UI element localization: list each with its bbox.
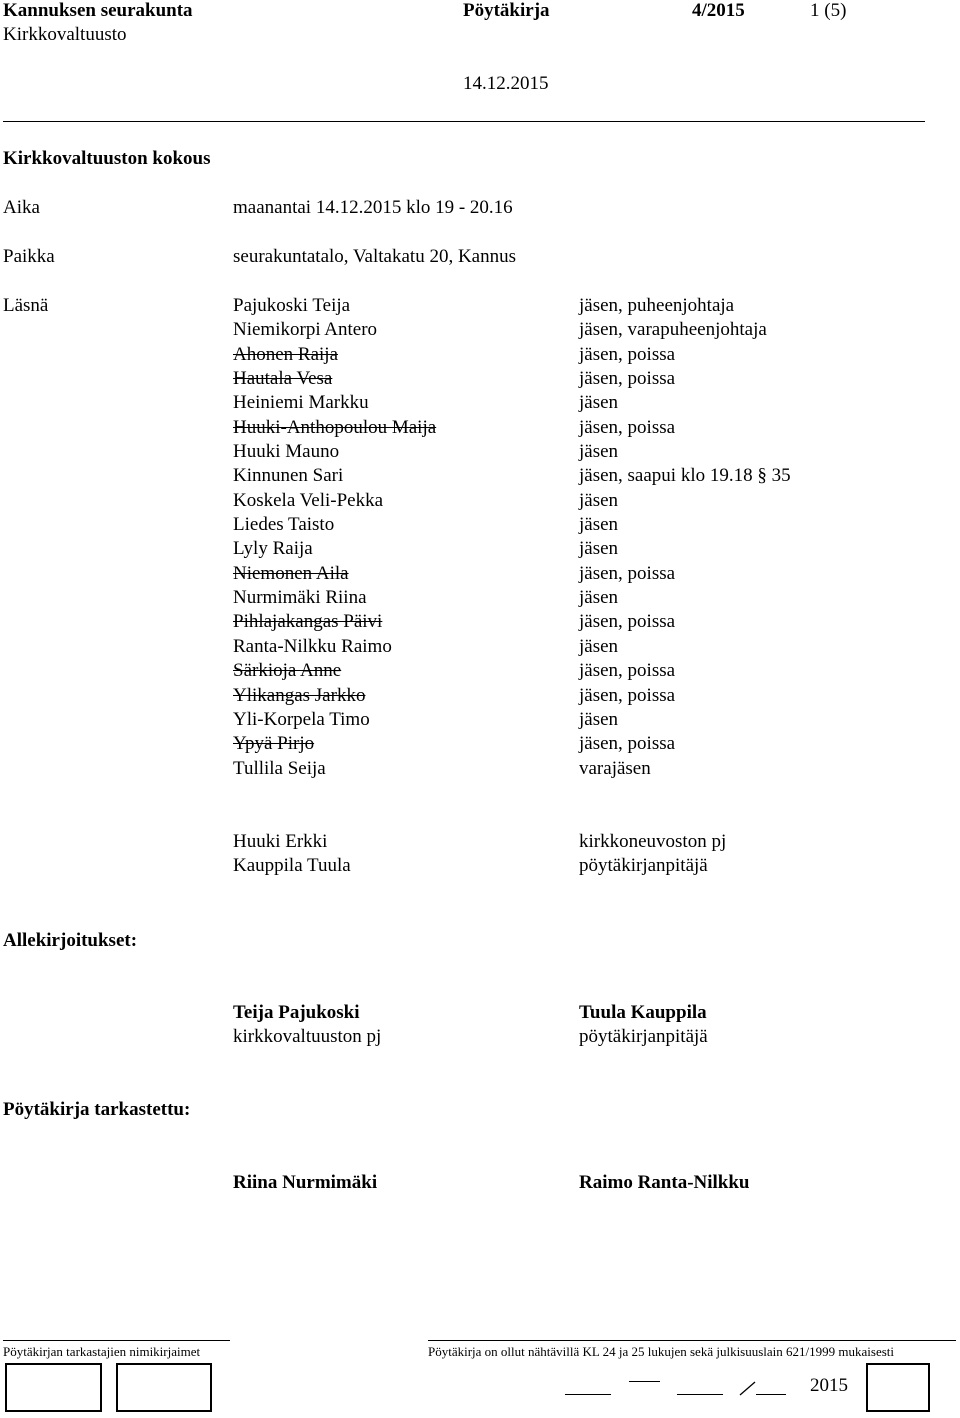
attendee-row [233,636,933,660]
document-date: 14.12.2015 [463,73,549,94]
organization-name: Kannuksen seurakunta [3,0,193,21]
footer-initials-label: Pöytäkirjan tarkastajien nimikirjaimet [3,1344,201,1359]
header-divider [3,121,925,122]
attendee-role: jäsen [579,709,619,730]
attendee-role: jäsen [579,587,619,608]
page-number: 1 (5) [810,0,847,21]
attendee-role: jäsen, poissa [579,660,676,681]
attendee-row [233,417,933,441]
attendee-row [233,344,933,368]
document-number: 4/2015 [692,0,745,21]
other-attendee-row [233,855,933,879]
date-slash-icon [738,1380,758,1396]
attendee-name: Nurmimäki Riina [233,587,367,608]
attendee-role: jäsen [579,514,619,535]
attendee-role: jäsen, varapuheenjohtaja [579,319,767,340]
other-attendee-name: Kauppila Tuula [233,855,351,876]
attendee-role: jäsen, saapui klo 19.18 § 35 [579,465,791,486]
attendee-name: Pihlajakangas Päivi [233,611,383,632]
attendee-role: jäsen [579,490,619,511]
footer-divider-right [428,1340,956,1341]
attendee-role: jäsen, poissa [579,563,676,584]
date-blank-month [677,1394,723,1395]
verification-label: Pöytäkirja tarkastettu: [3,1099,191,1120]
attendee-row [233,611,933,635]
attendee-role: jäsen, poissa [579,733,676,754]
other-attendee-role: kirkkoneuvoston pj [579,831,727,852]
attendee-name: Kinnunen Sari [233,465,344,486]
attendee-row [233,514,933,538]
footer-divider-left [3,1340,230,1341]
attendee-role: jäsen, poissa [579,344,676,365]
attendee-name: Hautala Vesa [233,368,333,389]
attendee-name: Niemikorpi Antero [233,319,378,340]
document-type: Pöytäkirja [463,0,550,21]
attendee-name: Ranta-Nilkku Raimo [233,636,392,657]
attendee-name: Särkioja Anne [233,660,342,681]
signer-left-title: kirkkovaltuuston pj [233,1026,382,1047]
attendee-row [233,441,933,465]
initials-box-2[interactable] [116,1363,212,1412]
attendee-role: jäsen [579,392,619,413]
attendee-row [233,319,933,343]
place-label: Paikka [3,246,55,267]
attendee-row [233,758,933,782]
other-attendee-row [233,831,933,855]
signatures-label: Allekirjoitukset: [3,930,138,951]
footer-year: 2015 [810,1375,848,1396]
attendee-row [233,733,933,757]
other-attendee-role: pöytäkirjanpitäjä [579,855,708,876]
meeting-title: Kirkkovaltuuston kokous [3,148,211,169]
signer-left-name: Teija Pajukoski [233,1002,360,1023]
attendee-name: Ylikangas Jarkko [233,685,366,706]
attendee-row [233,392,933,416]
attendance-label: Läsnä [3,295,49,316]
attendee-name: Koskela Veli-Pekka [233,490,384,511]
attendee-role: jäsen, poissa [579,611,676,632]
attendee-row [233,295,933,319]
footer-notice: Pöytäkirja on ollut nähtävillä KL 24 ja 25 lukujen sekä julkisuuslain 621/1999 mukaisesti [428,1344,895,1359]
verifier-left-name: Riina Nurmimäki [233,1172,378,1193]
attendee-row [233,490,933,514]
attendee-name: Huuki Mauno [233,441,340,462]
date-blank-day-upper [629,1381,660,1382]
attendee-name: Lyly Raija [233,538,313,559]
attendee-name: Ypyä Pirjo [233,733,315,754]
attendee-row [233,660,933,684]
attendee-name: Ahonen Raija [233,344,339,365]
initials-box-3[interactable] [866,1363,930,1412]
signer-right-title: pöytäkirjanpitäjä [579,1026,708,1047]
attendee-role: varajäsen [579,758,651,779]
verifier-right-name: Raimo Ranta-Nilkku [579,1172,750,1193]
attendee-name: Liedes Taisto [233,514,335,535]
attendee-role: jäsen, poissa [579,368,676,389]
attendee-row [233,465,933,489]
attendee-role: jäsen [579,441,619,462]
signer-right-name: Tuula Kauppila [579,1002,707,1023]
place-value: seurakuntatalo, Valtakatu 20, Kannus [233,246,516,267]
attendee-row [233,563,933,587]
governing-body: Kirkkovaltuusto [3,24,127,45]
other-attendee-name: Huuki Erkki [233,831,328,852]
date-blank-extra [756,1394,786,1395]
initials-box-1[interactable] [5,1363,102,1412]
attendee-row [233,538,933,562]
attendee-name: Niemonen Aila [233,563,349,584]
attendee-name: Tullila Seija [233,758,326,779]
attendee-role: jäsen [579,538,619,559]
attendee-name: Pajukoski Teija [233,295,351,316]
date-blank-day [565,1394,611,1395]
time-value: maanantai 14.12.2015 klo 19 - 20.16 [233,197,513,218]
attendee-name: Heiniemi Markku [233,392,369,413]
attendee-role: jäsen [579,636,619,657]
attendee-name: Huuki-Anthopoulou Maija [233,417,437,438]
attendee-role: jäsen, puheenjohtaja [579,295,735,316]
time-label: Aika [3,197,40,218]
attendee-role: jäsen, poissa [579,685,676,706]
attendee-row [233,709,933,733]
attendee-name: Yli-Korpela Timo [233,709,370,730]
attendee-role: jäsen, poissa [579,417,676,438]
attendee-row [233,685,933,709]
attendee-row [233,368,933,392]
attendee-row [233,587,933,611]
